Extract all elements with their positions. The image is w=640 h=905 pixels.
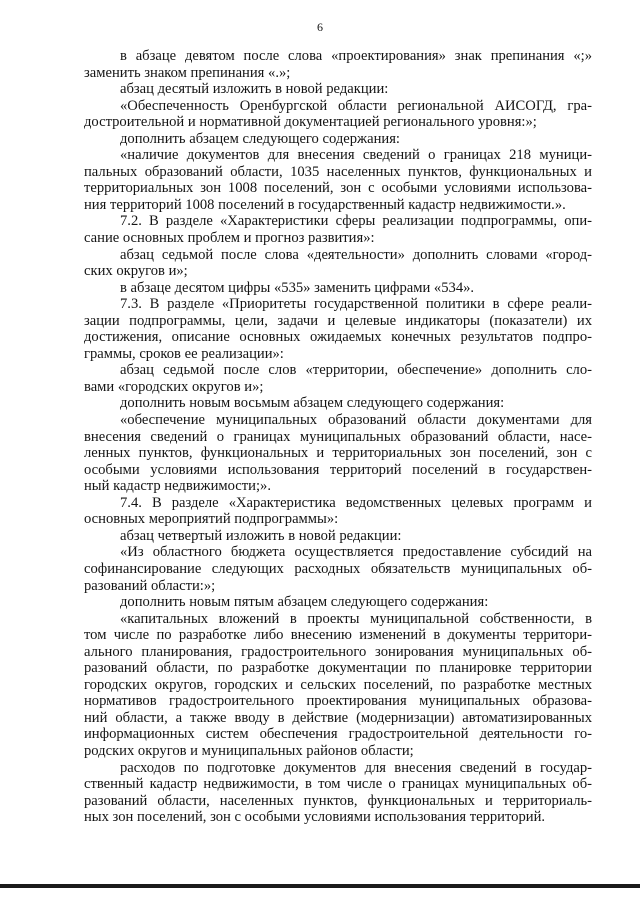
text-line: ний области, а также вводу в действие (модернизации) автоматизированных <box>84 709 592 726</box>
text-line: расходов по подготовке документов для внесения сведений в государ- <box>120 759 592 776</box>
text-line: абзац четвертый изложить в новой редакции: <box>120 527 402 544</box>
text-line: «наличие документов для внесения сведений о границах 218 муници- <box>120 147 592 164</box>
text-line: разований области, населенных пунктов, функциональных и территориаль- <box>84 792 592 809</box>
page-number: 6 <box>317 20 323 34</box>
text-line: разований области, по разработке документации по планировке территории <box>84 660 592 677</box>
text-line: софинансирование следующих расходных обязательств муниципальных об- <box>84 560 592 577</box>
text-line: 7.4. В разделе «Характеристика ведомственных целевых программ и <box>120 494 592 511</box>
text-line: 7.2. В разделе «Характеристики сферы реализации подпрограммы, опи- <box>120 213 592 230</box>
text-line: территориальных зон 1008 поселений, зон с особыми условиями использова- <box>84 180 592 197</box>
text-line: сание основных проблем и прогноз развития»: <box>84 230 375 247</box>
text-line: ственный кадастр недвижимости, в том числе о границах муниципальных об- <box>84 776 592 793</box>
text-line: «капитальных вложений в проекты муниципальной собственности, в <box>120 610 592 627</box>
text-line: родских округов и муниципальных районов области; <box>84 742 414 759</box>
text-line: 7.3. В разделе «Приоритеты государственной политики в сфере реали- <box>120 296 592 313</box>
text-line: том числе по разработке либо внесению изменений в документы территори- <box>84 627 592 644</box>
text-line: достроительной и нормативной документацией регионального уровня:»; <box>84 114 537 131</box>
text-line: достижения, описание основных ожидаемых конечных результатов подпро- <box>84 329 592 346</box>
text-line: дополнить новым восьмым абзацем следующего содержания: <box>120 395 505 412</box>
text-line: ских округов и»; <box>84 263 188 280</box>
text-line: дополнить абзацем следующего содержания: <box>120 130 400 147</box>
text-line: дополнить новым пятым абзацем следующего содержания: <box>120 594 489 611</box>
text-line: пальных образований области, 1035 населенных пунктов, функциональных и <box>84 163 592 180</box>
text-line: ный кадастр недвижимости;». <box>84 478 271 495</box>
text-line: зации подпрограммы, цели, задачи и целевые индикаторы (показатели) их <box>84 312 592 329</box>
text-line: заменить знаком препинания «.»; <box>84 64 291 81</box>
text-line: городских округов, городских и сельских поселений, по разработке местных <box>84 676 592 693</box>
text-line: внесения сведений о границах муниципальных образований области, насе- <box>84 428 592 445</box>
text-line: абзац седьмой после слова «деятельности» дополнить словами «город- <box>120 246 592 263</box>
text-line: информационных систем обеспечения градостроительной деятельности го- <box>84 726 592 743</box>
text-line: нормативов градостроительного проектирования муниципальных образова- <box>84 693 592 710</box>
text-line: «обеспечение муниципальных образований области документами для <box>120 412 592 429</box>
text-line: основных мероприятий подпрограммы»: <box>84 511 339 528</box>
text-line: «Из областного бюджета осуществляется предоставление субсидий на <box>120 544 592 561</box>
text-line: ального планирования, градостроительного зонирования муниципальных об- <box>84 643 592 660</box>
text-line: граммы, сроков ее реализации»: <box>84 345 284 362</box>
text-line: особыми условиями использования территорий поселений в государствен- <box>84 461 592 478</box>
text-line: «Обеспеченность Оренбургской области региональной АИСОГД, гра- <box>120 97 592 114</box>
text-line: абзац седьмой после слов «территории, обеспечение» дополнить сло- <box>120 362 592 379</box>
text-line: ния территорий 1008 поселений в государственный кадастр недвижимости.». <box>84 196 566 213</box>
text-line: ных зон поселений, зон с особыми условиями использования территорий. <box>84 809 546 826</box>
text-line: в абзаце десятом цифры «535» заменить цифрами «534». <box>120 279 475 296</box>
text-line: разований области:»; <box>84 577 216 594</box>
text-line: вами «городских округов и»; <box>84 378 264 395</box>
bottom-border-line <box>0 884 640 888</box>
document-body <box>84 48 592 826</box>
text-line: ленных пунктов, функциональных и территориальных зон поселений, зон с <box>84 445 592 462</box>
text-line: в абзаце девятом после слова «проектирования» знак препинания «;» <box>120 48 592 64</box>
text-line: абзац десятый изложить в новой редакции: <box>120 81 389 98</box>
